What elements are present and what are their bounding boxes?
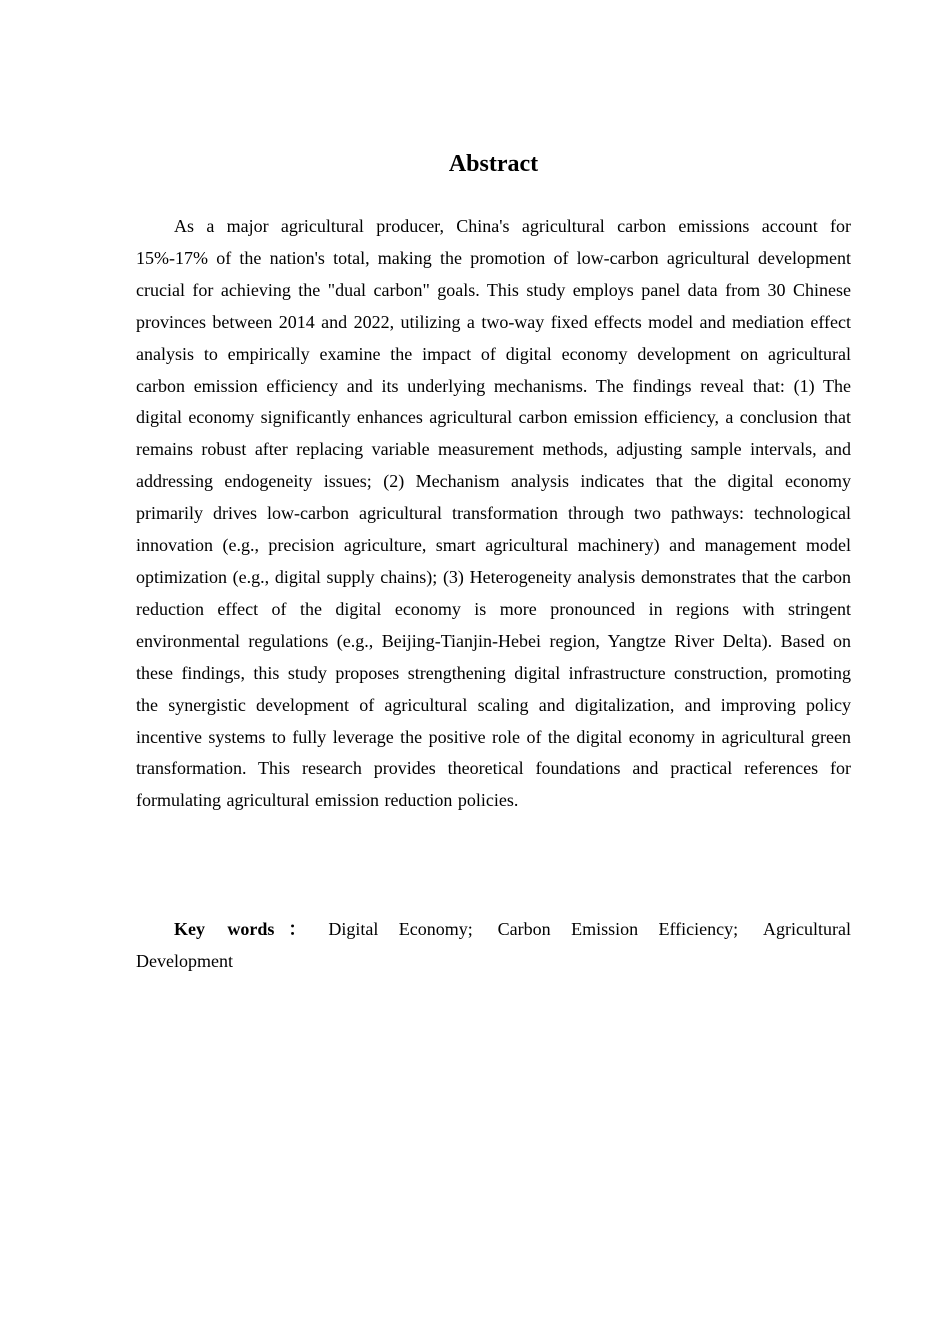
keywords-separator: ： [280,919,315,939]
keyword-item: Carbon Emission Efficiency; [497,919,739,939]
keywords-line [136,913,851,977]
abstract-title: Abstract [448,151,539,177]
keywords-label: Key words [174,919,275,939]
keyword-item: Digital Economy; [328,919,473,939]
abstract-body: As a major agricultural producer, China's agricultural carbon emissions account for 15%-17% of the nation's total, making the promotion of low-carbon agricultural development crucial for achieving the "dual carbon" goals. This study employs panel data from 30 Chinese provinces between 2014 and 2022, utilizing a two-way fixed effects model and mediation effect analysis to empirically examine the impact of digital economy development on agricultural carbon emission efficiency and its underlying mechanisms. The findings reveal that: (1) The digital economy significantly enhances agricultural carbon emission efficiency, a conclusion that remains robust after replacing variable measurement methods, adjusting sample intervals, and addressing endogeneity issues; (2) Mechanism analysis indicates that the digital economy primarily drives low-carbon agricultural transformation through two pathways: technological innovation (e.g., precision agriculture, smart agricultural machinery) and management model optimization (e.g., digital supply chains); (3) Heterogeneity analysis demonstrates that the carbon reduction effect of the digital economy is more pronounced in regions with stringent environmental regulations (e.g., Beijing-Tianjin-Hebei region, Yangtze River Delta). Based on these findings, this study proposes strengthening digital infrastructure construction, promoting the synergistic development of agricultural scaling and digitalization, and improving policy incentive systems to fully leverage the positive role of the digital economy in agricultural green transformation. This research provides theoretical foundations and practical references for formulating agricultural emission reduction policies. [136,216,851,811]
keyword-item: Agricultural Development [136,919,852,971]
